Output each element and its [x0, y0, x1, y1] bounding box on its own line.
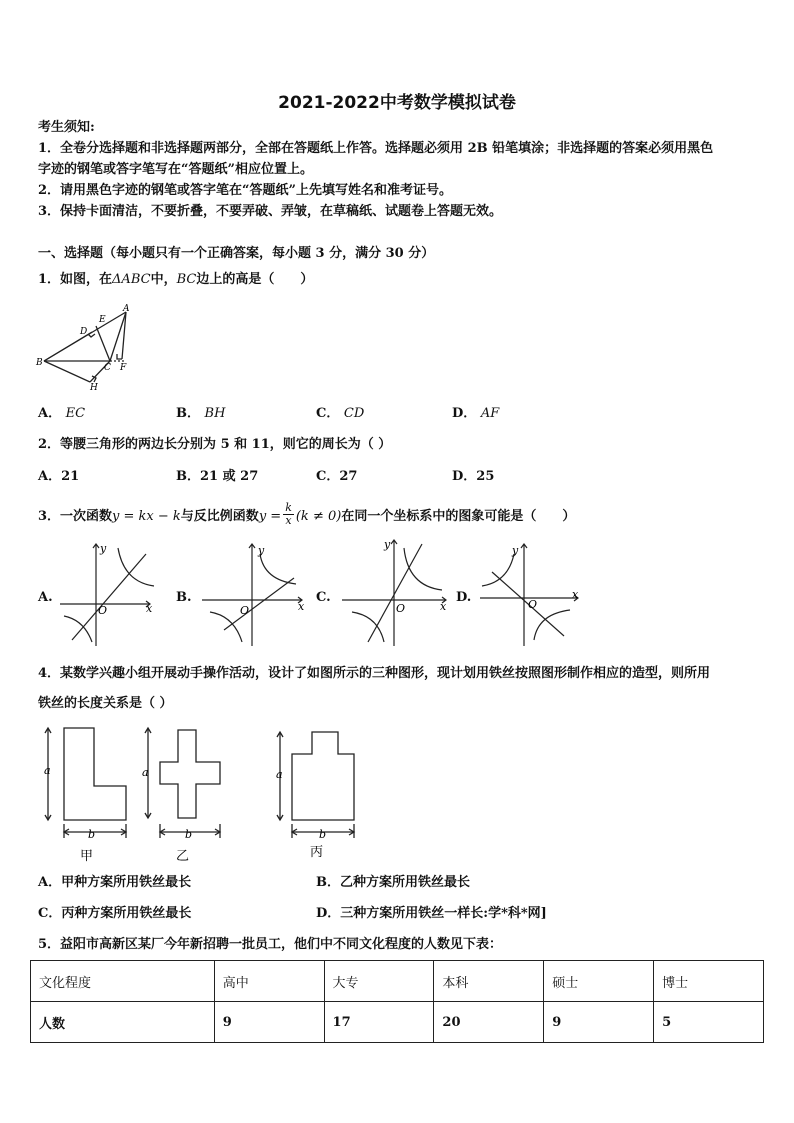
q3c-x-label: x	[440, 600, 447, 613]
q4-option-c[interactable]: C．丙种方案所用铁丝最长	[38, 906, 192, 921]
table-header-cell: 大专	[324, 961, 434, 1002]
table-cell: 人数	[31, 1002, 215, 1043]
q4-fig-jia: 甲	[80, 849, 94, 864]
table-header-cell: 硕士	[544, 961, 654, 1002]
table-header-row	[31, 961, 764, 1002]
q3-graph-a	[58, 538, 158, 648]
q3-option-b[interactable]: B.	[176, 590, 192, 605]
q3-stem	[38, 501, 576, 527]
q4-bing-b-label: b	[319, 828, 327, 841]
section-heading: 一、选择题（每小题只有一个正确答案，每小题 3 分，满分 30 分）	[38, 246, 435, 261]
q5-stem: 5．益阳市高新区某厂今年新招聘一批员工，他们中不同文化程度的人数见下表：	[38, 937, 503, 952]
notice-line-1a: 1．全卷分选择题和非选择题两部分，全部在答题纸上作答。选择题必须用 2B 铅笔填涂；非选择题的答案必须用黑色	[38, 141, 714, 156]
table-cell: 9	[214, 1002, 324, 1043]
q3-linear-func: y = kx − k	[112, 509, 181, 524]
q2-option-c[interactable]: C．27	[316, 469, 358, 484]
q4-option-a[interactable]: A．甲种方案所用铁丝最长	[38, 875, 192, 890]
table-cell: 5	[654, 1002, 764, 1043]
q5-table	[30, 960, 764, 1043]
q2-option-d[interactable]: D．25	[452, 469, 495, 484]
q3b-y-label: y	[258, 544, 265, 557]
q4-stem-a: 4．某数学兴趣小组开展动手操作活动，设计了如图所示的三种图形，现计划用铁丝按照图形制作相应的造型，则所用	[38, 666, 711, 681]
q3b-x-label: x	[298, 600, 305, 613]
q3-stem-a: 3．一次函数	[38, 509, 113, 524]
page-title: 2021-2022中考数学模拟试卷	[278, 93, 516, 113]
q3-stem-c: 在同一个坐标系中的图象可能是（ ）	[341, 509, 576, 524]
q3a-origin-label: O	[98, 604, 108, 617]
q4-jia-a-label: a	[44, 764, 51, 777]
q3-inverse-num: k	[285, 501, 292, 514]
table-header-cell: 文化程度	[31, 961, 215, 1002]
q1-option-b[interactable]: B． BH	[176, 406, 226, 421]
q3d-origin-label: O	[528, 598, 538, 611]
q1-label-D: D	[80, 327, 88, 337]
notice-heading: 考生须知:	[38, 120, 95, 135]
q1-figure	[34, 304, 144, 394]
q3-option-c[interactable]: C.	[316, 590, 331, 605]
q3d-x-label: x	[572, 588, 579, 601]
q4-figures	[36, 722, 376, 866]
q3-graph-b	[198, 538, 308, 648]
q3c-origin-label: O	[396, 602, 406, 615]
q1-bc: BC	[176, 272, 197, 287]
q1-label-A: A	[123, 304, 130, 314]
q3a-x-label: x	[146, 602, 153, 615]
q2-option-b[interactable]: B．21 或 27	[176, 469, 259, 484]
notice-line-2: 2．请用黑色字迹的钢笔或答字笔在“答题纸”上先填写姓名和准考证号。	[38, 183, 453, 198]
q3-graph-d	[478, 538, 584, 648]
q4-stem-b: 铁丝的长度关系是（ ）	[38, 696, 173, 711]
q3d-y-label: y	[512, 544, 519, 557]
q4-yi-a-label: a	[142, 766, 149, 779]
q4-bing-a-label: a	[276, 768, 283, 781]
q3c-y-label: y	[384, 538, 391, 551]
q1-option-d[interactable]: D． AF	[452, 406, 500, 421]
q3-inverse-cond: (k ≠ 0)	[295, 509, 342, 524]
q1-label-H: H	[90, 383, 98, 393]
table-row	[31, 1002, 764, 1043]
q1-label-B: B	[36, 358, 43, 368]
q3-inverse-y: y =	[258, 509, 282, 524]
table-header-cell: 博士	[654, 961, 764, 1002]
q2-option-a[interactable]: A．21	[38, 469, 80, 484]
table-header-cell: 本科	[434, 961, 544, 1002]
q4-jia-b-label: b	[88, 828, 96, 841]
q3-graph-c	[338, 536, 452, 648]
q3b-origin-label: O	[240, 604, 250, 617]
q4-option-b[interactable]: B．乙种方案所用铁丝最长	[316, 875, 471, 890]
q4-fig-yi: 乙	[176, 849, 190, 864]
q1-stem-c: 边上的高是（ ）	[196, 272, 314, 287]
q1-triangle: ΔABC	[112, 272, 151, 287]
q1-label-C: C	[104, 363, 111, 373]
q3-inverse-den: x	[285, 514, 292, 527]
q1-label-F: F	[120, 363, 127, 373]
q1-stem-b: 中，	[150, 272, 177, 287]
notice-line-1b: 字迹的钢笔或答字笔写在“答题纸”相应位置上。	[38, 162, 313, 177]
q3-option-d[interactable]: D.	[456, 590, 472, 605]
q2-stem: 2．等腰三角形的两边长分别为 5 和 11，则它的周长为（ ）	[38, 437, 392, 452]
q1-label-E: E	[99, 315, 106, 325]
q1-stem-a: 1．如图，在	[38, 272, 113, 287]
table-header-cell: 高中	[214, 961, 324, 1002]
q3a-y-label: y	[100, 542, 107, 555]
q1-option-a[interactable]: A． EC	[38, 406, 86, 421]
table-cell: 9	[544, 1002, 654, 1043]
notice-line-3: 3．保持卡面清洁，不要折叠，不要弄破、弄皱，在草稿纸、试题卷上答题无效。	[38, 204, 503, 219]
q3-option-a[interactable]: A.	[38, 590, 53, 605]
q4-option-d[interactable]: D．三种方案所用铁丝一样长:学*科*网]	[316, 906, 547, 921]
q1-stem	[38, 270, 313, 290]
q4-yi-b-label: b	[185, 828, 193, 841]
table-cell: 17	[324, 1002, 434, 1043]
q3-stem-b: 与反比例函数	[180, 509, 259, 524]
table-cell: 20	[434, 1002, 544, 1043]
q4-fig-bing: 丙	[310, 845, 324, 860]
q1-option-c[interactable]: C． CD	[316, 406, 365, 421]
